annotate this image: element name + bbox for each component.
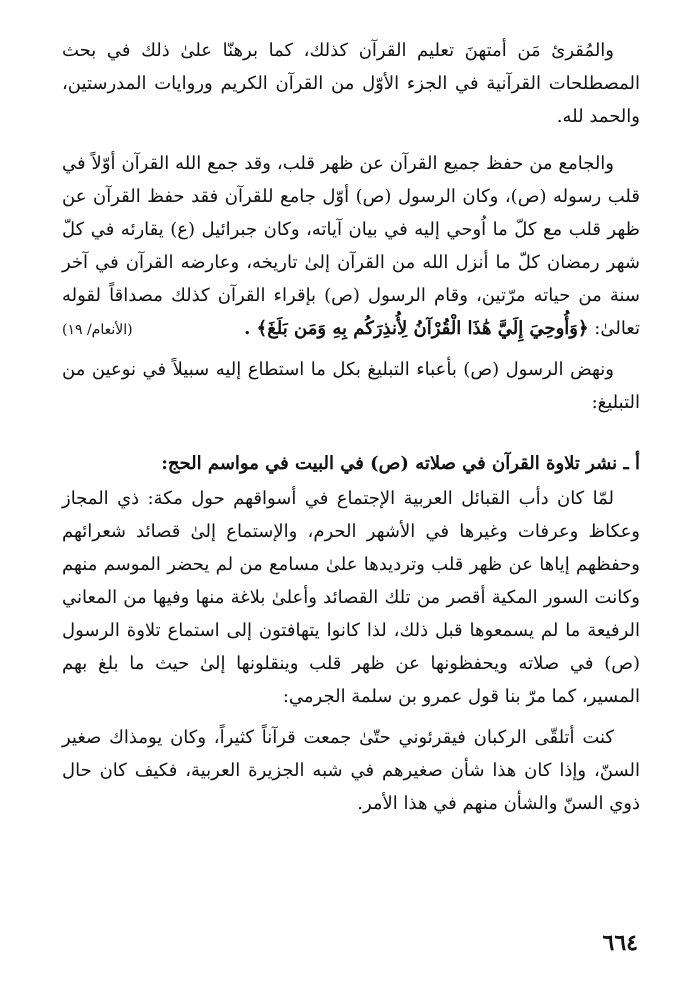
section-heading: أ ـ نشر تلاوة القرآن في صلاته (ص) في البيت في مواسم الحج: bbox=[161, 453, 640, 474]
paragraph-arab-tribes: لمّا كان دأب القبائل العربية الإجتماع في أسواقهم حول مكة: ذي المجاز وعكاظ وعرفات وغيرها في الأشهر الحرم، والإستماع إلىٰ قصائد شعرائهم وحفظهم إياها عن ظهر قلب وترديدها علىٰ مسامع من لم يحضر الموسم منهم وكانت السور المكية أقصر من تلك القصائد وأعلىٰ بلاغة منها وفيها من المعاني الرفيعة ما لم يسمعوها قبل ذلك، لذا كانوا يتهافتون إلى استماع تلاوة الرسول (ص) في صلاته ويحفظونها عن ظهر قلب وينقلونها إلىٰ حيث ما بلغ بهم المسير، كما مرّ بنا قول عمرو بن سلمة الجرمي: bbox=[62, 488, 641, 707]
paragraph-jami bbox=[62, 147, 640, 345]
page-number: ٦٦٤ bbox=[602, 930, 638, 956]
paragraph-jami-text: والجامع من حفظ جميع القرآن عن ظهر قلب، وقد جمع الله القرآن أوّلاً في قلب رسوله (ص)، وكان الرسول (ص) أوّل جامع للقرآن فقد حفظ القرآن عن ظهر قلب مع كلّ ما اُوحي إليه في بيان آياته، وكان جبرائيل (ع) يقارئه في كلّ شهر رمضان كلّ ما أنزل الله من القرآن إلىٰ تاريخه، وعارضه القرآن في آخر سنة من حياته مرّتين، وقام الرسول (ص) بإقراء القرآن كذلك مصداقاً لقوله تعالىٰ: bbox=[62, 153, 640, 339]
paragraph-tabligh: ونهض الرسول (ص) بأعباء التبليغ بكل ما استطاع إليه سبيلاً في نوعين من التبليغ: bbox=[62, 359, 640, 413]
quran-verse: ﴿وَأُوحِيَ إِلَيَّ هَٰذَا الْقُرْآنُ لِأُنذِرَكُم بِهِ وَمَن بَلَغَ﴾ . bbox=[244, 318, 589, 339]
verse-reference: (الأنعام/ ١٩) bbox=[62, 322, 133, 338]
paragraph-muqri: والمُقرئ مَن أمتهنَ تعليم القرآن كذلك، كما برهنّا علىٰ ذلك في بحث المصطلحات القرآنية في الجزء الأوّل من القرآن الكريم وروايات المدرستين، والحمد لله. bbox=[62, 40, 641, 127]
paragraph-quote: كنت أتلقّى الركبان فيقرئوني حتّىٰ جمعت قرآناً كثيراً، وكان يومذاك صغير السنّ، وإذا كان هذا شأن صغيرهم في شبه الجزيرة العربية، فكيف كان حال ذوي السنّ والشأن منهم في هذا الأمر. bbox=[62, 727, 640, 814]
page-body bbox=[62, 34, 640, 820]
